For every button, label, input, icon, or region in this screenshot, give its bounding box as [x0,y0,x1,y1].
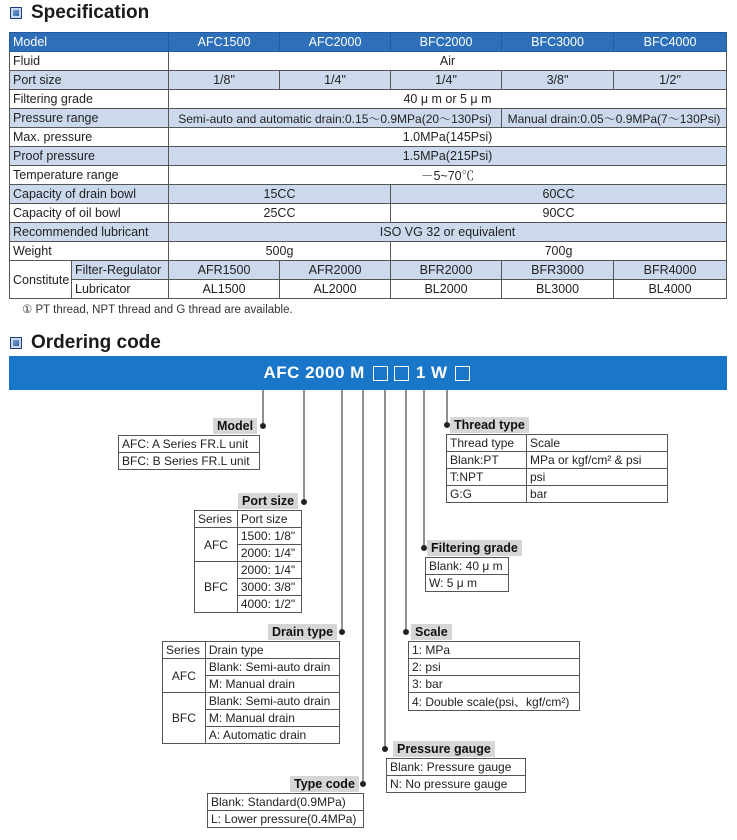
table-cell: psi [527,469,668,486]
header-model: Model [10,33,169,52]
row-value: Air [169,52,727,71]
list-item: 2: psi [409,659,580,676]
type-code-table [207,793,364,828]
row-label: Proof pressure [10,147,169,166]
header-bfc3000: BFC3000 [502,33,614,52]
scale-table [408,641,580,711]
row-label: Max. pressure [10,128,169,147]
series-cell: BFC [163,693,206,744]
thread-type-tag: Thread type [450,417,529,433]
code-middle: 1 W [415,363,448,382]
list-item: 1500: 1/8" [237,528,301,545]
constitute-label: Constitute [10,261,72,299]
row-value: BL2000 [391,280,502,299]
list-item: 3000: 3/8" [237,579,301,596]
series-cell: AFC [195,528,238,562]
model-table [118,435,260,470]
port-size-table [194,510,302,613]
table-cell: T:NPT [447,469,527,486]
thread-type-table [446,434,668,503]
code-prefix: AFC 2000 M [263,363,365,382]
row-value: 90CC [391,204,727,223]
list-item: 2000: 1/4" [237,545,301,562]
row-label: Pressure range [10,109,169,128]
row-label: Filtering grade [10,90,169,109]
scale-tag: Scale [411,624,452,640]
row-value: 500g [169,242,391,261]
list-item: Blank: Semi-auto drain [205,659,339,676]
row-value: 25CC [169,204,391,223]
table-header: Port size [237,511,301,528]
model-tag: Model [213,418,257,434]
row-label: Fluid [10,52,169,71]
table-cell: G:G [447,486,527,503]
spec-footnote: ① PT thread, NPT thread and G thread are available. [22,304,293,316]
table-header: Scale [527,435,668,452]
row-value: BL4000 [614,280,727,299]
row-label: Lubricator [72,280,169,299]
list-item: BFC: B Series FR.L unit [119,453,260,470]
specification-title: Specification [31,2,150,23]
list-item: Blank: 40 μ m [426,558,509,575]
filtering-grade-tag: Filtering grade [427,540,522,556]
row-label: Port size [10,71,169,90]
list-item: 4000: 1/2" [237,596,301,613]
list-item: M: Manual drain [205,676,339,693]
row-label: Filter-Regulator [72,261,169,280]
ordering-title: Ordering code [31,332,161,353]
row-value: Semi-auto and automatic drain:0.15～0.9MPa(20～130Psi) [169,109,502,128]
row-value: AL2000 [280,280,391,299]
list-item: 3: bar [409,676,580,693]
pressure-gauge-tag: Pressure gauge [393,741,495,757]
row-value: 3/8" [502,71,614,90]
filtering-grade-table [425,557,509,592]
port-size-tag: Port size [238,493,298,509]
list-item: 4: Double scale(psi、kgf/cm²) [409,693,580,711]
row-value: Manual drain:0.05～0.9MPa(7～130Psi) [502,109,727,128]
header-bfc4000: BFC4000 [614,33,727,52]
header-afc2000: AFC2000 [280,33,391,52]
table-cell: bar [527,486,668,503]
list-item: Blank: Semi-auto drain [205,693,339,710]
list-item: Blank: Standard(0.9MPa) [208,794,364,811]
list-item: 2000: 1/4" [237,562,301,579]
row-label: Temperature range [10,166,169,185]
row-label: Capacity of oil bowl [10,204,169,223]
list-item: A: Automatic drain [205,727,339,744]
row-label: Capacity of drain bowl [10,185,169,204]
row-value: ISO VG 32 or equivalent [169,223,727,242]
row-value: 15CC [169,185,391,204]
row-value: －5~70℃ [169,166,727,185]
series-cell: AFC [163,659,206,693]
row-value: BFR3000 [502,261,614,280]
pressure-gauge-table [386,758,526,793]
series-cell: BFC [195,562,238,613]
table-header: Series [163,642,206,659]
drain-type-table [162,641,340,744]
list-item: N: No pressure gauge [387,776,526,793]
header-bfc2000: BFC2000 [391,33,502,52]
list-item: W: 5 μ m [426,575,509,592]
row-value: BFR2000 [391,261,502,280]
row-value: 1/2" [614,71,727,90]
row-value: AFR2000 [280,261,391,280]
list-item: M: Manual drain [205,710,339,727]
table-header: Series [195,511,238,528]
list-item: AFC: A Series FR.L unit [119,436,260,453]
row-value: AFR1500 [169,261,280,280]
row-value: 1/4" [391,71,502,90]
table-header: Drain type [205,642,339,659]
header-afc1500: AFC1500 [169,33,280,52]
table-cell: MPa or kgf/cm² & psi [527,452,668,469]
table-header: Thread type [447,435,527,452]
type-code-tag: Type code [290,776,359,792]
row-value: BL3000 [502,280,614,299]
row-value: 60CC [391,185,727,204]
row-value: 1/4" [280,71,391,90]
row-value: 1.0MPa(145Psi) [169,128,727,147]
row-value: 40 μ m or 5 μ m [169,90,727,109]
row-value: AL1500 [169,280,280,299]
list-item: 1: MPa [409,642,580,659]
table-cell: Blank:PT [447,452,527,469]
list-item: L: Lower pressure(0.4MPa) [208,811,364,828]
row-value: 700g [391,242,727,261]
row-value: BFR4000 [614,261,727,280]
row-value: 1/8" [169,71,280,90]
drain-type-tag: Drain type [268,624,337,640]
row-value: 1.5MPa(215Psi) [169,147,727,166]
row-label: Weight [10,242,169,261]
list-item: Blank: Pressure gauge [387,759,526,776]
row-label: Recommended lubricant [10,223,169,242]
